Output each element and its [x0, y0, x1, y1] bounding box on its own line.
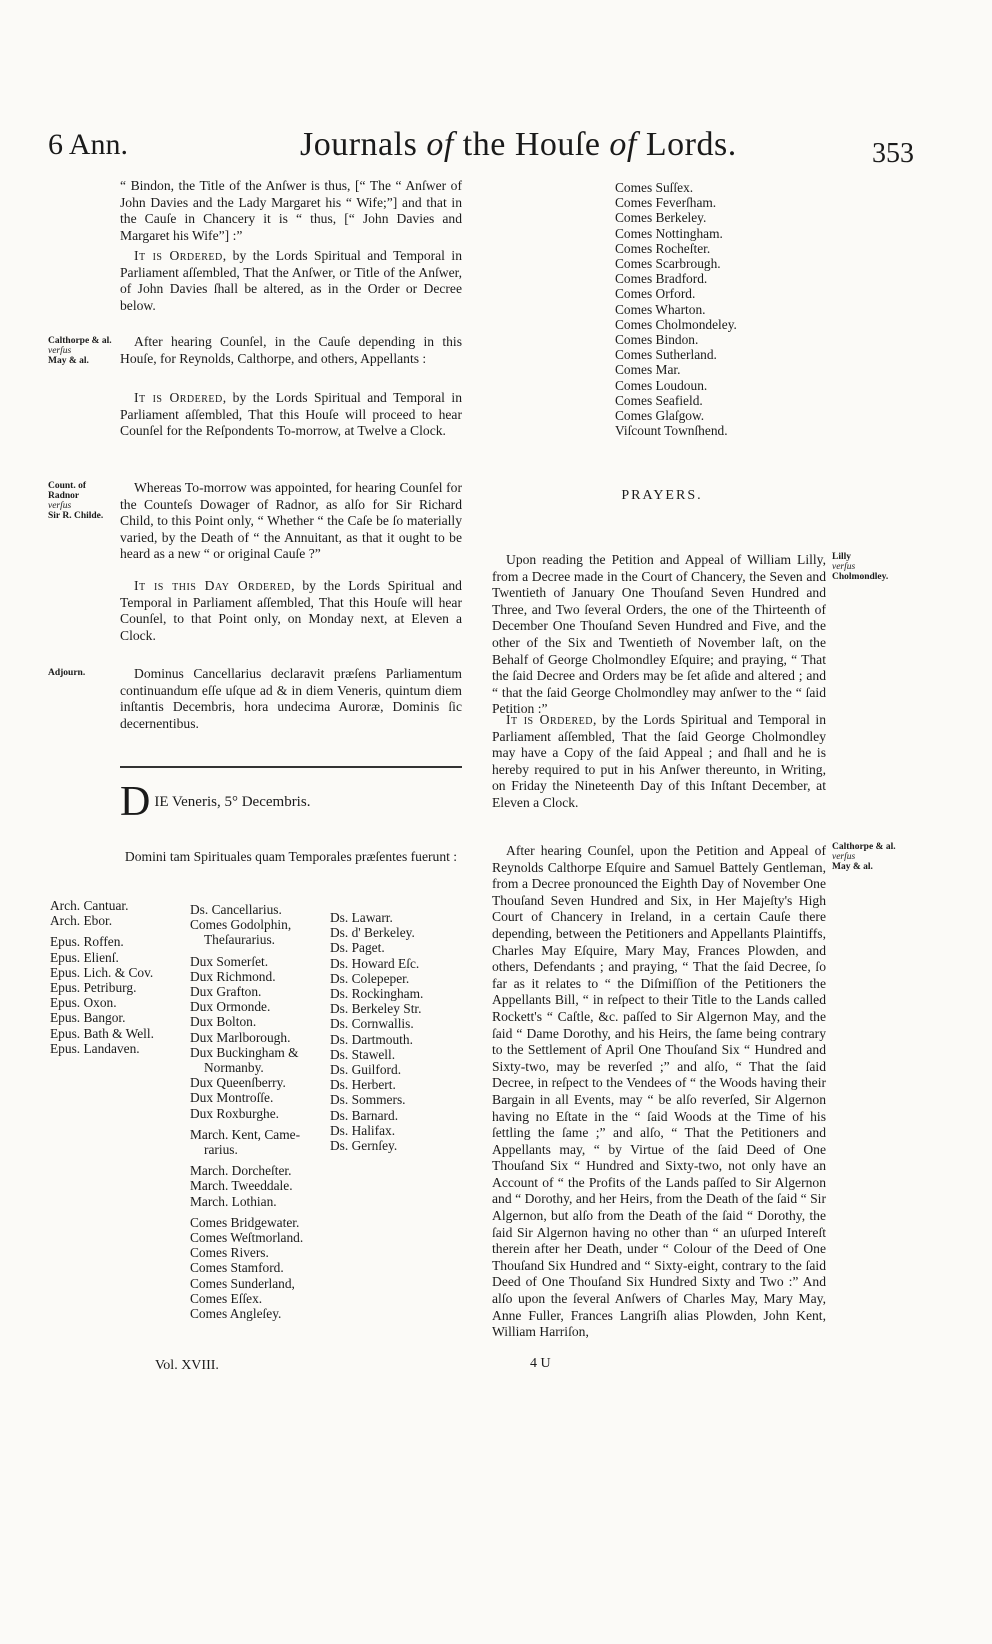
list-item: Dux Ormonde. — [190, 999, 271, 1015]
list-item: March. Dorcheſter. — [190, 1163, 292, 1179]
title-part: the — [453, 126, 515, 163]
list-item: Comes Rocheſter. — [615, 240, 711, 256]
title-part: of — [609, 126, 637, 163]
day-heading — [120, 779, 462, 825]
list-item: Comes Glaſgow. — [615, 408, 705, 424]
list-item: Ds. Sommers. — [330, 1092, 406, 1108]
title-part: Journals — [300, 126, 427, 163]
list-item: Comes Seafield. — [615, 392, 703, 408]
list-item: Dux Montroſſe. — [190, 1090, 274, 1106]
dukes-marquesses-earls-list — [190, 902, 340, 1321]
list-item: Ds. Guilford. — [330, 1062, 402, 1078]
list-item: March. Kent, Came- — [190, 1126, 301, 1142]
title-part: Lords. — [636, 126, 737, 163]
list-item: Ds. Dartmouth. — [330, 1031, 413, 1047]
margin-note-radnor: Count. of Radnor verſus Sir R. Childe. — [48, 481, 104, 521]
list-item: Comes Sutherland. — [615, 347, 717, 363]
list-item: Dux Grafton. — [190, 984, 262, 1000]
left-paragraph-2: It is Ordered, by the Lords Spiritual and Temporal in Parliament aſſembled, That the Anſwer, or Title of the Anſwer, of John Davies ſhall be altered, as in the Order or Decree below. — [120, 248, 462, 313]
list-item: Ds. Cornwallis. — [330, 1016, 414, 1032]
list-item: Ds. Berkeley Str. — [330, 1001, 422, 1017]
margin-note-calthorpe: Calthorpe & al. verſus May & al. — [48, 336, 112, 366]
list-item: Comes Sunderland, — [190, 1275, 295, 1291]
earls-continued-list — [615, 180, 835, 438]
list-item: Comes Nottingham. — [615, 225, 723, 241]
ordered-label: It is Ordered — [134, 248, 223, 263]
list-item: Comes Bindon. — [615, 332, 699, 348]
left-paragraph-7: Dominus Cancellarius declaravit præſens Parliamentum continuandum eſſe uſque ad & in diem Veneris, quintum diem inſtantis Decembris, hora undecima Auroræ, Dominis ſic decernentibus. — [120, 666, 462, 731]
list-item: Comes Berkeley. — [615, 210, 707, 226]
list-item: Ds. Barnard. — [330, 1107, 399, 1123]
list-item: Ds. Halifax. — [330, 1122, 396, 1138]
margin-note-calthorpe-right: Calthorpe & al. verſus May & al. — [832, 842, 896, 872]
list-item: Dux Richmond. — [190, 968, 276, 984]
section-rule — [120, 766, 462, 768]
list-item: Comes Angleſey. — [190, 1306, 282, 1322]
list-item: Dux Buckingham & — [190, 1044, 299, 1060]
left-paragraph-6: It is this Day Ordered, by the Lords Spiritual and Temporal in Parliament aſſembled, That this Houſe will hear Counſel, to that Point only, on Monday next, at Eleven a Clock. — [120, 578, 462, 643]
list-item: Comes Scarbrough. — [615, 256, 721, 272]
list-item: Epus. Oxon. — [50, 995, 117, 1011]
left-paragraph-4: It is Ordered, by the Lords Spiritual and Temporal in Parliament aſſembled, That this Houſe will proceed to hear Counſel for the Reſpondents To-morrow, at Twelve a Clock. — [120, 390, 462, 439]
list-item: rarius. — [204, 1142, 238, 1158]
barons-list — [330, 910, 470, 1153]
right-paragraph-2: It is Ordered, by the Lords Spiritual and Temporal in Parliament aſſembled, That the ſaid George Cholmondley may have a Copy of the ſaid Appeal ; and ſhall and he is hereby required to put in his Anſwer thereunto, in Writing, on Friday the Nineteenth Day of this Inſtant December, at Eleven a Clock. — [492, 712, 826, 810]
right-paragraph-1: Upon reading the Petition and Appeal of William Lilly, from a Decree made in the Court of Chancery, the Seven and Twentieth of January One Thouſand Seven Hundred and Three, and Two ſeveral Orders, the one of the Thirteenth of December One Thouſand Seven Hundred and Five, and the other of the Six and Twentieth of November laſt, on the Behalf of George Cholmondley Eſquire; and praying, “ That the ſaid Decree and Orders may be ſet aſide and altered ; and “ that the ſaid George Cholmondley may anſwer to the “ ſaid Petition :” — [492, 552, 826, 717]
list-item: Epus. Roffen. — [50, 934, 124, 950]
left-paragraph-1: “ Bindon, the Title of the Anſwer is thus, [“ The “ Anſwer of John Davies and the Lady Margaret his “ Wife;”] and that in the Cauſe in Chancery it is “ thus, [“ John Davies and Margaret his Wife”] :” — [120, 178, 462, 243]
list-item: Comes Suſſex. — [615, 180, 694, 195]
volume-number: Vol. XVIII. — [155, 1358, 219, 1373]
list-item: Comes Bradford. — [615, 271, 708, 287]
list-item: Dux Roxburghe. — [190, 1105, 280, 1121]
list-item: Dux Queenſberry. — [190, 1075, 286, 1091]
list-item: Ds. Howard Eſc. — [330, 955, 420, 971]
list-item: Comes Stamford. — [190, 1260, 284, 1276]
margin-note-adjourn: Adjourn. — [48, 668, 86, 678]
list-item: Comes Godolphin, — [190, 917, 292, 933]
page-number: 353 — [872, 138, 914, 169]
ordered-label: It is Ordered — [134, 390, 223, 405]
list-item: Ds. Rockingham. — [330, 986, 424, 1002]
title-part: of — [426, 126, 454, 163]
list-item: Ds. Lawarr. — [330, 910, 393, 925]
drop-cap: D — [120, 779, 151, 825]
list-item: Theſaurarius. — [204, 932, 276, 948]
page-header-regnal-year: 6 Ann. — [48, 128, 129, 161]
day-heading-text: IE Veneris, 5° Decembris. — [154, 794, 311, 810]
lords-present-heading: Domini tam Spirituales quam Temporales præſentes fuerunt : — [124, 849, 458, 864]
list-item: Comes Rivers. — [190, 1245, 269, 1261]
list-item: Comes Cholmondeley. — [615, 316, 737, 332]
list-item: Normanby. — [204, 1060, 264, 1076]
list-item: Comes Mar. — [615, 362, 681, 378]
list-item: Dux Marlborough. — [190, 1029, 291, 1045]
list-item: Ds. d' Berkeley. — [330, 925, 415, 941]
list-item: Ds. Gernſey. — [330, 1138, 398, 1154]
right-paragraph-3: After hearing Counſel, upon the Petition and Appeal of Reynolds Calthorpe Eſquire and Samuel Battely Gentleman, from a Decree pronounced the Eighth Day of November One Thouſand Seven Hundred and Six, in Her Majeſty's High Court of Chancery in Ireland, in a certain Cauſe there depending, between the Petitioners and Appellants Plaintiffs, Charles May Eſquire, Mary May, Frances Plowden, and others, Defendants ; and praying, “ That the ſaid Decree, ſo far as it relates to “ the Diſmiſſion of the Petitioners the Appellants Bill, “ in reſpect to their Title to the Lands called Rockett's “ Caſtle, &c. paſſed to Sir Algernon May, and the ſaid “ Dame Dorothy, and his Heirs, the ſame being contrary to the Settlement of April One Thouſand Six “ Hundred and Sixty-two, may be reverſed ;” and alſo, “ That the ſaid Decree, in reſpect to the Vendees of “ the Woods having their Bargain in all Events, may “ be alſo reverſed, Sir Algernon having no Eſtate in the “ ſaid Woods at the Time of his ſettling the ſame ;” and alſo, “ That the Petitioners and Appellants may, “ by Virtue of the ſaid Deed of One Thouſand Six “ Hundred and Sixty-two, not only have an Account of “ the Profits of the Lands paſſed to Sir Algernon and “ Dorothy, and her Heirs, from the Death of the ſaid “ Sir Algernon, but alſo from the Death of the ſaid “ Dorothy, the ſaid Sir Algernon having no other than “ an uſurped Intereſt therein after her Death, under “ Colour of the Deed of One Thouſand Six Hundred and “ Sixty-eight, contrary to the ſaid Deed of One Thouſand Six Hundred Sixty and Two :” And alſo upon the ſeveral Anſwers of Charles May, Mary May, Anne Fuller, Frances Langriſh alias Plowden, John Kent, William Harriſon, — [492, 843, 826, 1340]
signature-mark: 4 U — [530, 1356, 551, 1371]
list-item: Comes Feverſham. — [615, 195, 717, 211]
journal-title — [300, 126, 737, 164]
list-item: Epus. Landaven. — [50, 1040, 140, 1056]
list-item: Epus. Elienſ. — [50, 949, 119, 965]
list-item: Comes Orford. — [615, 286, 696, 302]
list-item: Comes Loudoun. — [615, 377, 708, 393]
list-item: Arch. Ebor. — [50, 913, 113, 929]
ordered-label: It is Ordered — [506, 712, 593, 727]
list-item: March. Lothian. — [190, 1193, 277, 1209]
left-paragraph-3: After hearing Counſel, in the Cauſe depending in this Houſe, for Reynolds, Calthorpe, and others, Appellants : — [120, 334, 462, 366]
list-item: Arch. Cantuar. — [50, 898, 129, 913]
list-item: Epus. Lich. & Cov. — [50, 964, 154, 980]
list-item: Dux Somerſet. — [190, 953, 269, 969]
left-paragraph-5: Whereas To-morrow was appointed, for hearing Counſel for the Counteſs Dowager of Radnor, as alſo for Sir Richard Child, to this Point only, “ Whether “ the Caſe be ſo materially varied, by the Death of “ the Annuitant, as that it ought to be heard as a new “ or original Cauſe ?” — [120, 480, 462, 562]
title-part: Houſe — [514, 126, 601, 163]
margin-note-lilly: Lilly verſus Cholmondley. — [832, 552, 889, 582]
list-item: Comes Wharton. — [615, 301, 706, 317]
list-item: Dux Bolton. — [190, 1014, 257, 1030]
list-item: March. Tweeddale. — [190, 1178, 293, 1194]
bishops-list — [50, 898, 190, 1056]
list-item: Ds. Cancellarius. — [190, 902, 282, 917]
prayers-heading: PRAYERS. — [621, 488, 703, 503]
list-item: Ds. Stawell. — [330, 1046, 396, 1062]
list-item: Epus. Petriburg. — [50, 980, 137, 996]
list-item: Epus. Bangor. — [50, 1010, 126, 1026]
list-item: Epus. Bath & Well. — [50, 1025, 154, 1041]
list-item: Comes Weſtmorland. — [190, 1230, 304, 1246]
list-item: Ds. Colepeper. — [330, 970, 410, 986]
list-item: Comes Eſſex. — [190, 1290, 263, 1306]
list-item: Comes Bridgewater. — [190, 1214, 300, 1230]
list-item: Ds. Paget. — [330, 940, 385, 956]
ordered-label: It is this Day Ordered — [134, 578, 292, 593]
list-item: Ds. Herbert. — [330, 1077, 396, 1093]
list-item: Viſcount Townſhend. — [615, 423, 728, 439]
